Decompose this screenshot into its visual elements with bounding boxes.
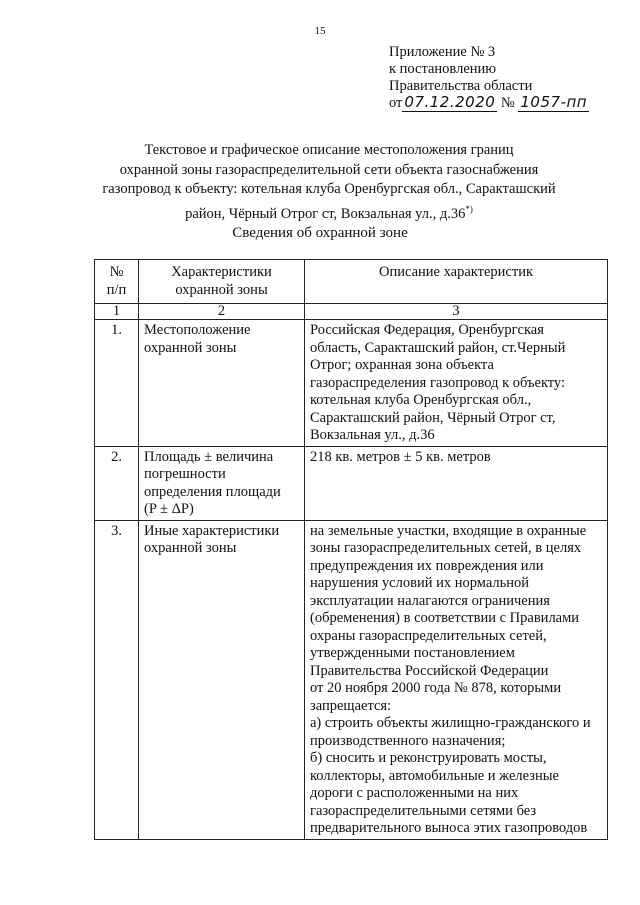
- appendix-block: [389, 44, 589, 112]
- header-description: Описание характеристик: [305, 260, 608, 304]
- row-description: Российская Федерация, Оренбургская область, Саракташский район, ст.Черный Отрог; охранная зона объекта газораспределения газопровод к объекту: котельная клуба Оренбургская обл., Саракташский район, Чёрный Отрог ст, Вокзальная ул., д.36: [305, 320, 608, 447]
- appendix-date-line: [389, 95, 589, 112]
- row-description: на земельные участки, входящие в охранные зоны газораспределительных сетей, в целях предупреждения их повреждения или нарушения условий их нормальной эксплуатации налагаются ограничения (обременения) в соответствии с Правилами охраны газораспределительных сетей, утвержденными постановлением Правительства Российской Федерации от 20 ноября 2000 года № 878, которыми запрещается: а) строить объекты жилищно-гражданского и производственного назначения; б) сносить и реконструировать мосты, коллекторы, автомобильные и железные дороги с расположенными на них газораспределительными сетями без предварительного выноса этих газопроводов: [305, 520, 608, 839]
- appendix-line: Правительства области: [389, 78, 533, 94]
- page-number: 15: [314, 25, 326, 37]
- row-description: 218 кв. метров ± 5 кв. метров: [305, 446, 608, 520]
- row-characteristic: Площадь ± величина погрешности определения площади (P ± ΔP): [139, 446, 305, 520]
- row-number: 2.: [95, 446, 139, 520]
- number-label: №: [500, 95, 515, 111]
- handwritten-date: 07.12.2020: [404, 93, 496, 111]
- document-title: [92, 141, 566, 224]
- table-row: [95, 520, 608, 839]
- row-characteristic: Иные характеристики охранной зоны: [139, 520, 305, 839]
- row-characteristic: Местоположение охранной зоны: [139, 320, 305, 447]
- table-row: [95, 320, 608, 447]
- from-label: от: [389, 95, 403, 111]
- footnote-mark: *): [465, 203, 473, 214]
- title-line: Текстовое и графическое описание местоположения границ: [144, 142, 514, 158]
- title-line: охранной зоны газораспределительной сети объекта газоснабжения: [119, 161, 539, 178]
- protection-zone-table: [94, 259, 608, 840]
- handwritten-number: 1057-пп: [520, 93, 588, 111]
- column-index: 3: [305, 304, 608, 320]
- table-row: [95, 446, 608, 520]
- header-characteristic: Характеристики охранной зоны: [139, 260, 305, 304]
- appendix-line: Приложение № 3: [389, 44, 496, 60]
- title-line: газопровод к объекту: котельная клуба Оренбургская обл., Саракташский: [102, 181, 556, 197]
- title-line-text: район, Чёрный Отрог ст, Вокзальная ул., д.36: [185, 205, 466, 222]
- title-line: [92, 200, 566, 224]
- table-header-row: [95, 260, 608, 304]
- row-number: 1.: [95, 320, 139, 447]
- header-number: № п/п: [95, 260, 139, 304]
- column-index-row: [95, 304, 608, 320]
- column-index: 2: [139, 304, 305, 320]
- row-number: 3.: [95, 520, 139, 839]
- section-title: Сведения об охранной зоне: [232, 225, 408, 241]
- appendix-line: к постановлению: [389, 61, 497, 77]
- column-index: 1: [95, 304, 139, 320]
